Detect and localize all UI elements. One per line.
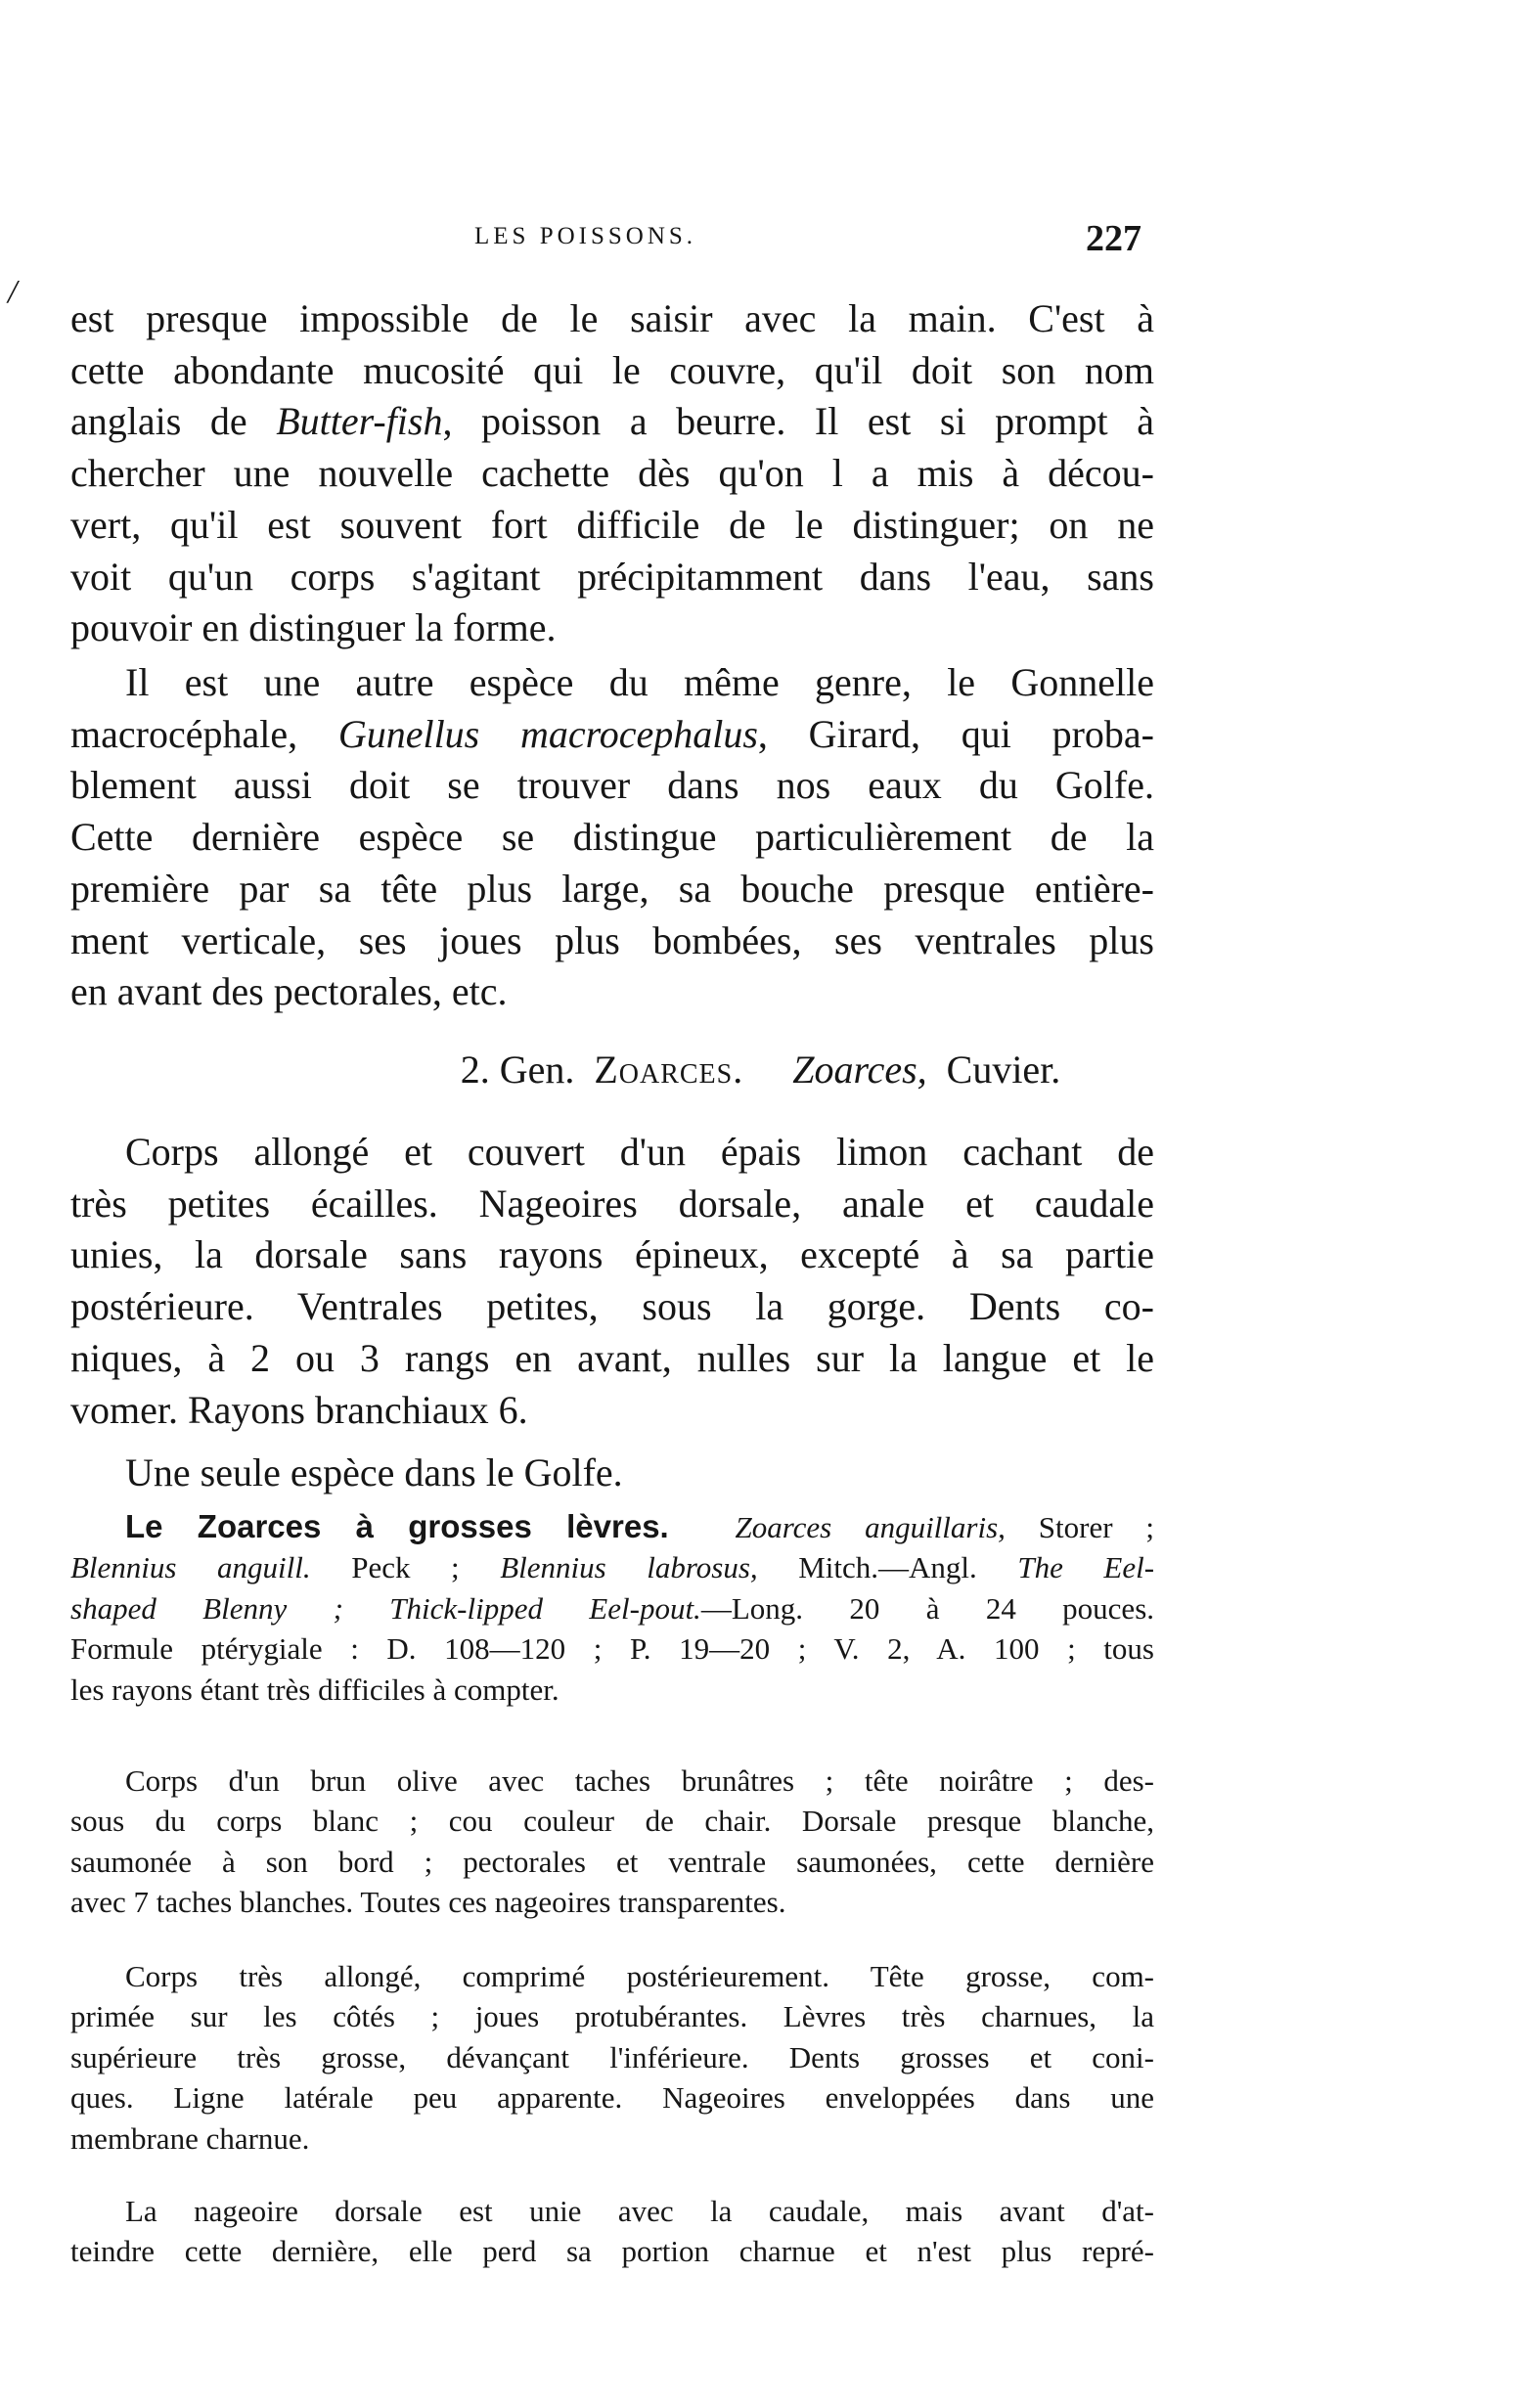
text-line: niques, à 2 ou 3 rangs en avant, nulles sur la langue et le bbox=[70, 1335, 1154, 1380]
text-line: anglais de Butter-fish, poisson a beurre. Il est si prompt à bbox=[70, 399, 1154, 444]
text-line: vert, qu'il est souvent fort difficile de le distinguer; on ne bbox=[70, 502, 1154, 547]
paragraph-single-species bbox=[70, 1448, 1154, 1499]
page-number: 227 bbox=[1086, 218, 1141, 259]
genus-name: Zoarces. bbox=[594, 1048, 744, 1092]
genus-latin: Zoarces, bbox=[792, 1048, 927, 1092]
species-latin-name: Zoarces anguillaris, bbox=[735, 1510, 1006, 1544]
synonym-author: Mitch.—Angl. bbox=[798, 1550, 977, 1585]
text-line: Il est une autre espèce du même genre, le Gonnelle bbox=[125, 660, 1154, 704]
text-line: Cette dernière espèce se distingue particulièrement de la bbox=[70, 815, 1154, 860]
species-author: Storer ; bbox=[1038, 1510, 1155, 1544]
genus-author: Cuvier. bbox=[946, 1048, 1061, 1092]
text-line: voit qu'un corps s'agitant précipitamment dans l'eau, sans bbox=[70, 554, 1154, 599]
text-line: Une seule espèce dans le Golfe. bbox=[125, 1450, 623, 1494]
text-line bbox=[70, 1547, 1154, 1587]
text-line: première par sa tête plus large, sa bouche presque entière- bbox=[70, 866, 1154, 911]
fin-formula: Formule ptérygiale : D. 108—120 ; P. 19—20 ; V. 2, A. 100 ; tous bbox=[70, 1631, 1154, 1667]
synonym-author: Peck ; bbox=[351, 1550, 460, 1585]
text-line bbox=[70, 1588, 1154, 1628]
genus-heading bbox=[0, 1047, 1521, 1093]
synonym: Blennius anguill. bbox=[70, 1550, 311, 1585]
paragraph-genus-description bbox=[70, 1127, 1154, 1436]
paragraph-dorsal-fin bbox=[70, 2191, 1154, 2272]
text-line: primée sur les côtés ; joues protubérantes. Lèvres très charnues, la bbox=[70, 1999, 1154, 2034]
text-line: supérieure très grosse, dévançant l'inférieure. Dents grosses et coni- bbox=[70, 2039, 1154, 2074]
text-line: saumonée à son bord ; pectorales et ventrale saumonées, cette dernière bbox=[70, 1844, 1154, 1879]
running-head: LES POISSONS. bbox=[474, 223, 697, 249]
paragraph-gunellus bbox=[70, 657, 1154, 1018]
text-line: membrane charnue. bbox=[70, 2120, 310, 2156]
text-line: très petites écailles. Nageoires dorsale, anale et caudale bbox=[70, 1181, 1154, 1226]
text-line: teindre cette dernière, elle perd sa portion charnue et n'est plus repré- bbox=[70, 2234, 1154, 2269]
paragraph-coloration bbox=[70, 1761, 1154, 1923]
margin-mark: / bbox=[8, 274, 18, 310]
text-line: ment verticale, ses joues plus bombées, ses ventrales plus bbox=[70, 917, 1154, 962]
text-line: chercher une nouvelle cachette dès qu'on l a mis à décou- bbox=[70, 451, 1154, 496]
english-name: shaped Blenny ; Thick-lipped Eel-pout. bbox=[70, 1590, 701, 1626]
text-line: La nageoire dorsale est unie avec la caudale, mais avant d'at- bbox=[125, 2194, 1154, 2228]
text-line: cette abondante mucosité qui le couvre, qu'il doit son nom bbox=[70, 347, 1154, 392]
text-line: les rayons étant très difficiles à compter. bbox=[70, 1672, 559, 1707]
text-line: postérieure. Ventrales petites, sous la gorge. Dents co- bbox=[70, 1284, 1154, 1329]
paragraph-butterfish bbox=[70, 293, 1154, 654]
text-line: en avant des pectorales, etc. bbox=[70, 969, 508, 1014]
text-line: ques. Ligne latérale peu apparente. Nageoires enveloppées dans une bbox=[70, 2080, 1154, 2116]
text-line: vomer. Rayons branchiaux 6. bbox=[70, 1387, 528, 1432]
text-line: sous du corps blanc ; cou couleur de chair. Dorsale presque blanche, bbox=[70, 1804, 1154, 1839]
length: —Long. 20 à 24 pouces. bbox=[700, 1590, 1155, 1626]
page-header bbox=[0, 217, 1521, 266]
text-line: Corps allongé et couvert d'un épais limon cachant de bbox=[125, 1130, 1154, 1174]
text-line: avec 7 taches blanches. Toutes ces nageoires transparentes. bbox=[70, 1885, 786, 1920]
species-title: Le Zoarces à grosses lèvres. bbox=[125, 1508, 669, 1544]
text-line: unies, la dorsale sans rayons épineux, excepté à sa partie bbox=[70, 1232, 1154, 1277]
genus-abbr: Gen. bbox=[499, 1048, 575, 1092]
text-line: Corps très allongé, comprimé postérieurement. Tête grosse, com- bbox=[125, 1959, 1154, 1993]
text-line: macrocéphale, Gunellus macrocephalus, Girard, qui proba- bbox=[70, 711, 1154, 756]
paragraph-morphology bbox=[70, 1956, 1154, 2159]
text-line bbox=[70, 1506, 1154, 1547]
genus-number: 2. bbox=[460, 1048, 490, 1092]
species-entry bbox=[70, 1506, 1154, 1710]
synonym: Blennius labrosus, bbox=[500, 1550, 758, 1585]
text-line: blement aussi doit se trouver dans nos eaux du Golfe. bbox=[70, 763, 1154, 808]
text-line: Corps d'un brun olive avec taches brunâtres ; tête noirâtre ; des- bbox=[125, 1763, 1154, 1798]
text-line: pouvoir en distinguer la forme. bbox=[70, 605, 557, 650]
text-line: est presque impossible de le saisir avec la main. C'est à bbox=[70, 296, 1154, 340]
english-name: The Eel- bbox=[1017, 1550, 1155, 1585]
